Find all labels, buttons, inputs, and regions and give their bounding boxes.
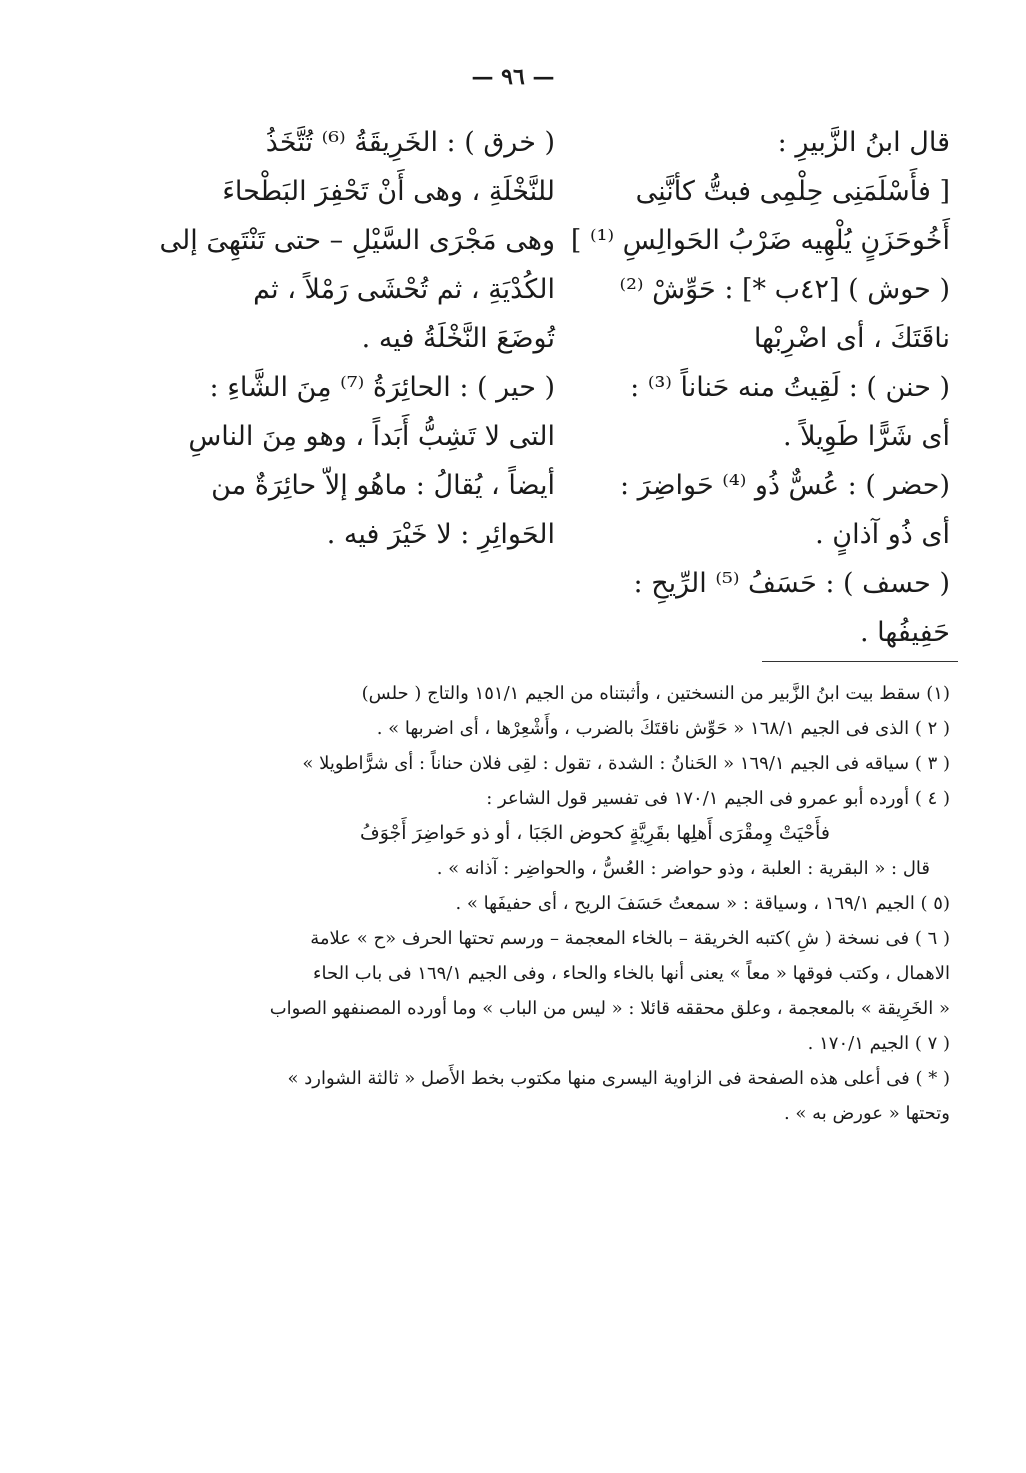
text-line: ( خرق ) : الخَرِيقَةُ ⁽⁶⁾ تُتَّخَذُ (265, 127, 555, 158)
text-line: ( حوش ) [٤٢ب *] : حَوِّشْ ⁽²⁾ (619, 274, 950, 305)
text-line: ناقَتَكَ ، أى اضْرِبْها (753, 323, 950, 354)
text-line: وهى مَجْرَى السَّيْلِ – حتى تَنْتَهِىَ إلى (159, 225, 555, 256)
footnote-line: ( * ) فى أعلى هذه الصفحة فى الزاوية اليسرى منها مكتوب بخط الأَصل « ثالثة الشوارد » (287, 1068, 950, 1089)
footnote-line: (٥ ) الجيم ١٦٩/١ ، وسياقة : « سمعتُ حَسَفَ الريح ، أى حفيفَها » . (455, 893, 950, 914)
text-line: أى ذُو آذانٍ . (815, 519, 950, 550)
footnote-line: ( ٢ ) الذى فى الجيم ١٦٨/١ « حَوِّش ناقتَكَ بالضرب ، وأَشْعِرْها ، أى اضربها » . (376, 718, 950, 739)
text-line: الكُدْيَةِ ، ثم تُحْشَى رَمْلاً ، ثم (253, 274, 555, 305)
text-line: ( حسف ) : حَسَفُ ⁽⁵⁾ الرِّيحِ : (633, 568, 950, 599)
text-line: حَفِيفُها . (860, 617, 950, 648)
text-line: للنَّخْلَةِ ، وهى أَنْ تَحْفِرَ البَطْحاءَ (222, 176, 555, 207)
footnotes-section (200, 676, 950, 1131)
footnote-line: الاهمال ، وكتب فوقها « معاً » يعنى أنها بالخاء والحاء ، وفى الجيم ١٦٩/١ فى باب الحاء (313, 963, 950, 984)
text-line: تُوضَعَ النَّخْلَةُ فيه . (361, 323, 555, 354)
right-text-column (570, 118, 950, 657)
footnote-line: ( ٧ ) الجيم ١٧٠/١ . (807, 1033, 950, 1054)
footnote-line: (١) سقط بيت ابنُ الزَّبير من النسختين ، وأثبتناه من الجيم ١٥١/١ والتاج ( حلس) (361, 683, 950, 704)
text-line: الحَوائِرِ : لا خَيْرَ فيه . (326, 519, 555, 550)
footnote-line: قال : « البقرية : العلبة ، وذو حواضر : العُسُّ ، والحواضِر : آذانه » . (436, 858, 930, 879)
text-line: قال ابنُ الزَّبيرِ : (777, 127, 950, 158)
text-line: (حضر ) : عُسٌّ ذُو ⁽⁴⁾ حَواضِرَ : (620, 470, 950, 501)
footnote-line: ( ٣ ) سياقه فى الجيم ١٦٩/١ « الحَنانُ : الشدة ، تقول : لقِى فلان حناناً : أى شرًّاطويلا » (302, 753, 950, 774)
text-line: ( حنن ) : لَقِيتُ منه حَناناً ⁽³⁾ : (630, 372, 950, 403)
footnote-line: ( ٤ ) أورده أبو عمرو فى الجيم ١٧٠/١ فى تفسير قول الشاعر : (486, 788, 950, 809)
footnote-line: « الخَرِيقة » بالمعجمة ، وعلق محققه قائلا : « ليس من الباب » وما أورده المصنفهو الصواب (269, 998, 950, 1019)
left-text-column (159, 118, 555, 559)
text-line: أَخُوحَزَنٍ يُلْهِيه ضَرْبُ الحَوالِسِ ⁽¹⁾ ] (570, 225, 950, 256)
footnote-line: ( ٦ ) فى نسخة ( شِ )كتبه الخريقة – بالخاء المعجمة – ورسم تحتها الحرف «ح » علامة (310, 928, 950, 949)
text-line: أى شَرًّا طَوِيلاً . (782, 421, 950, 452)
text-line: [ فأَسْلَمَنِى حِلْمِى فبتُّ كأنَّنِى (635, 176, 950, 207)
footnote-line: وتحتها « عورض به » . (783, 1103, 950, 1124)
text-line: أيضاً ، يُقالُ : ماهُو إلاّ حائِرَةٌ من (211, 470, 555, 501)
footnote-separator (762, 661, 958, 662)
footnote-verse: فأَحْيَتْ وِمقْرَى أَهلِها بقَرِيَّةٍ كحوض الجَبَا ، أو ذو حَواضِرَ أَجْوَفُ (360, 822, 830, 844)
text-line: ( حير ) : الحائِرَةُ ⁽⁷⁾ مِنَ الشَّاءِ : (209, 372, 555, 403)
page-number: — ٩٦ — (471, 64, 555, 90)
text-line: التى لا تَشِبُّ أَبَداً ، وهو مِنَ الناسِ (188, 421, 555, 452)
